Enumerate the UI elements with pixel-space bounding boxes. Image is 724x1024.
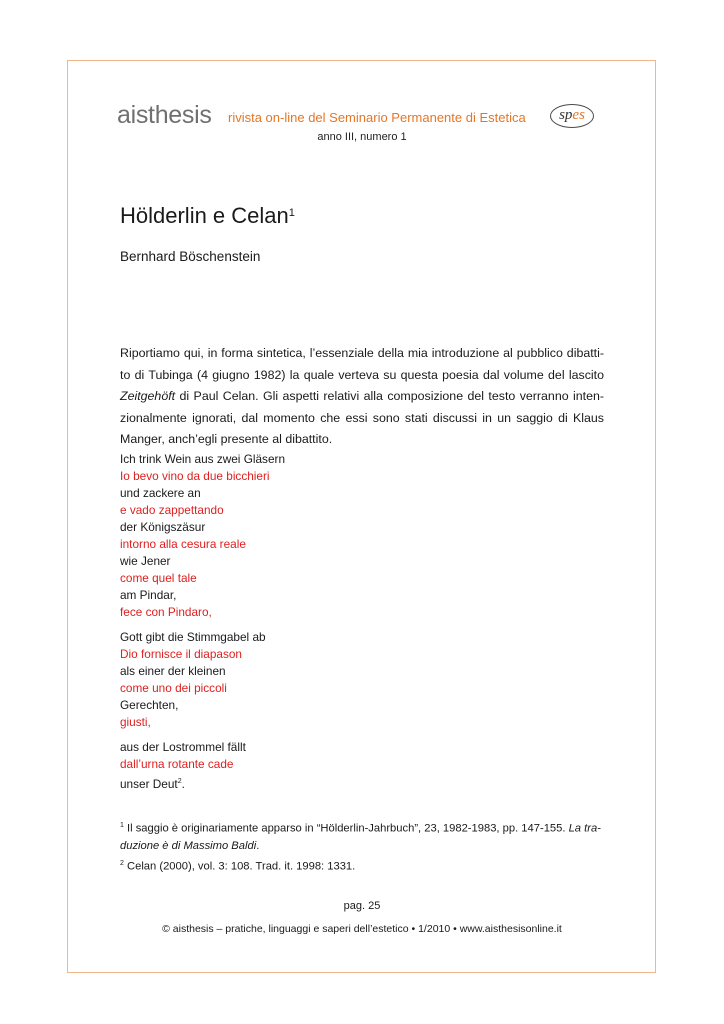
poem-line-german: wie Jener	[120, 554, 171, 568]
poem-line-german: aus der Lostrommel fällt	[120, 740, 246, 754]
intro-text-a: Riportiamo qui, in forma sintetica, l’essenziale della mia introduzione al pubblico dibatti-to di Tubinga (4 giugno 1982) la quale verteva su questa poesia dal volume del lascito	[120, 346, 604, 382]
footnote-1-text: Il saggio è originariamente apparso in “Hölderlin-Jahrbuch”, 23, 1982-1983, pp. 147-155.	[123, 822, 569, 835]
stanza-break	[120, 731, 285, 739]
poem-line-italian: come quel tale	[120, 571, 197, 585]
poem-line-german: der Königszäsur	[120, 520, 206, 534]
article-author: Bernhard Böschenstein	[120, 249, 261, 264]
article-title-text: Hölderlin e Celan	[120, 203, 289, 228]
footnote-1-mark: 1	[120, 822, 124, 829]
copyright-footer: © aisthesis – pratiche, linguaggi e saperi dell’estetico • 1/2010 • www.aisthesisonline.it	[162, 923, 562, 935]
poem-line-german: und zackere an	[120, 486, 201, 500]
poem-line-italian: giusti,	[120, 715, 151, 729]
title-footnote-mark[interactable]: 1	[288, 207, 295, 219]
poem-line-italian: intorno alla cesura reale	[120, 537, 246, 551]
stanza-break	[120, 621, 285, 629]
spes-sp: sp	[559, 107, 573, 123]
spes-es: es	[572, 107, 585, 123]
poem-line-german: am Pindar,	[120, 588, 177, 602]
poem-line-german: Gerechten,	[120, 698, 179, 712]
spes-logo	[550, 104, 594, 128]
footnote-1	[120, 817, 606, 855]
journal-logo: aisthesis	[117, 101, 212, 129]
footnote-1-end: .	[256, 839, 260, 852]
footnotes	[120, 817, 606, 875]
intro-book-title: Zeitgehöft	[120, 389, 176, 403]
poem-line-italian: dall’urna rotante cade	[120, 757, 234, 771]
poem-line-german: Gott gibt die Stimmgabel ab	[120, 630, 266, 644]
intro-paragraph	[120, 343, 604, 451]
poem-footnote-mark[interactable]: 2	[177, 778, 182, 785]
poem-line-german-last	[120, 773, 285, 793]
poem-line-italian: fece con Pindaro,	[120, 605, 212, 619]
footnote-2-mark: 2	[120, 859, 124, 867]
poem-line-german: Ich trink Wein aus zwei Gläsern	[120, 452, 286, 466]
poem-line-italian: come uno dei piccoli	[120, 681, 227, 695]
poem-line-italian: Dio fornisce il diapason	[120, 647, 242, 661]
journal-tagline: rivista on-line del Seminario Permanente di Estetica	[228, 110, 526, 125]
last-line-text: unser Deut	[120, 776, 178, 791]
intro-text-b: di Paul Celan. Gli aspetti relativi alla composizione del testo verranno inten-zionalmente ignorati, dal momento che essi sono stati discussi in un saggio di Klaus Manger, anch’egli presente al dibattito.	[120, 389, 604, 446]
poem-line-german: als einer der kleinen	[120, 664, 226, 678]
footnote-1-translator: La tra-duzione è di Massimo Baldi	[120, 822, 601, 852]
poem-line-italian: e vado zappettando	[120, 503, 224, 517]
poem-line-italian: Io bevo vino da due bicchieri	[120, 469, 270, 483]
footnote-2	[120, 855, 606, 876]
last-line-end: .	[181, 776, 185, 791]
poem	[120, 451, 285, 793]
page-number: pag. 25	[343, 900, 381, 912]
issue-number: anno III, numero 1	[317, 131, 407, 143]
footnote-2-text: Celan (2000), vol. 3: 108. Trad. it. 1998: 1331.	[123, 860, 356, 873]
article-title	[120, 203, 295, 229]
